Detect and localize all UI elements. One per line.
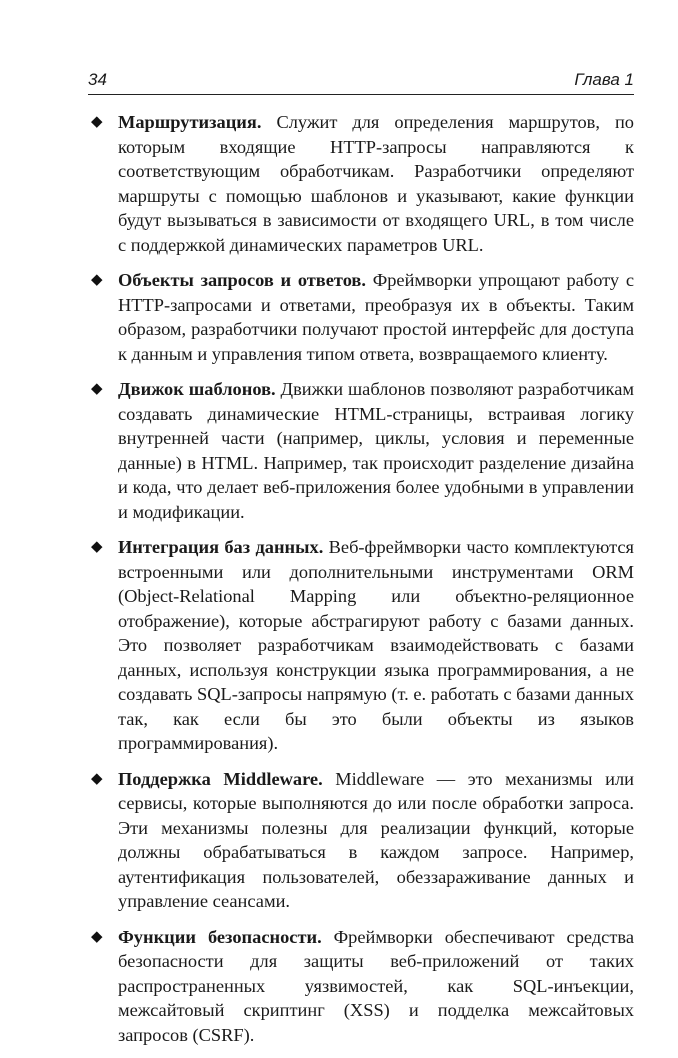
chapter-label: Глава 1 xyxy=(574,70,634,89)
list-item xyxy=(88,925,634,1048)
list-item xyxy=(88,767,634,914)
diamond-bullet-icon: ◆ xyxy=(91,770,103,787)
diamond-bullet-icon: ◆ xyxy=(91,928,103,945)
feature-list xyxy=(88,110,634,1047)
diamond-bullet-icon: ◆ xyxy=(91,114,103,130)
diamond-bullet-icon: ◆ xyxy=(91,539,103,555)
item-term: Маршрутизация. xyxy=(118,112,262,132)
diamond-bullet-icon: ◆ xyxy=(91,381,103,397)
running-head xyxy=(88,70,634,96)
list-item xyxy=(88,110,634,257)
item-term: Поддержка Middleware. xyxy=(118,768,323,789)
item-term: Интеграция баз данных. xyxy=(118,537,324,557)
list-item xyxy=(88,377,634,524)
page-body xyxy=(88,110,634,1058)
item-text: Фреймворки обеспечивают средства безопасности для защиты веб-приложений от таких распространенных уязвимостей, как SQL-инъекции, межсайтовый скриптинг (XSS) и подделка межсайтовых запросов (CSRF). xyxy=(118,926,634,1045)
header-rule xyxy=(88,94,634,95)
item-text: Middleware — это механизмы или сервисы, которые выполняются до или после обработки запроса. Эти механизмы полезны для реализации функций, которые должны обрабатываться в каждом запросе. Например, аутентификация пользователей, обеззараживание данных и управление сеансами. xyxy=(118,768,634,911)
item-term: Функции безопасности. xyxy=(118,926,322,947)
list-item xyxy=(88,268,634,366)
item-text: Фреймворки упрощают работу с HTTP-запросами и ответами, преобразуя их в объекты. Таким образом, разработчики получают простой интерфейс для доступа к данным и управления типом ответа, возвращаемого клиенту. xyxy=(118,270,634,364)
diamond-bullet-icon: ◆ xyxy=(91,272,103,288)
item-term: Движок шаблонов. xyxy=(118,379,276,399)
item-text: Служит для определения маршрутов, по которым входящие HTTP-запросы направляются к соответствующим обработчикам. Разработчики определяют маршруты с помощью шаблонов и указывают, какие функции будут вызываться в зависимости от входящего URL, в том числе с поддержкой динамических параметров URL. xyxy=(118,112,634,255)
list-item xyxy=(88,535,634,756)
item-term: Объекты запросов и ответов. xyxy=(118,270,366,290)
item-text: Движки шаблонов позволяют разработчикам создавать динамические HTML-страницы, встраивая логику внутренней части (например, циклы, условия и переменные данные) в HTML. Например, так происходит разделение дизайна и кода, что делает веб-приложения более удобными в управлении и модификации. xyxy=(118,379,634,522)
item-text: Веб-фреймворки часто комплектуются встроенными или дополнительными инструментами ORM (Object-Relational Mapping или объектно-реляционное отображение), которые абстрагируют работу с базами данных. Это позволяет разработчикам взаимодействовать с базами данных, используя конструкции языка программирования, а не создавать SQL-запросы напрямую (т. е. работать с базами данных так, как если бы это были объекты из языков программирования). xyxy=(118,537,634,753)
page-number: 34 xyxy=(88,70,107,89)
